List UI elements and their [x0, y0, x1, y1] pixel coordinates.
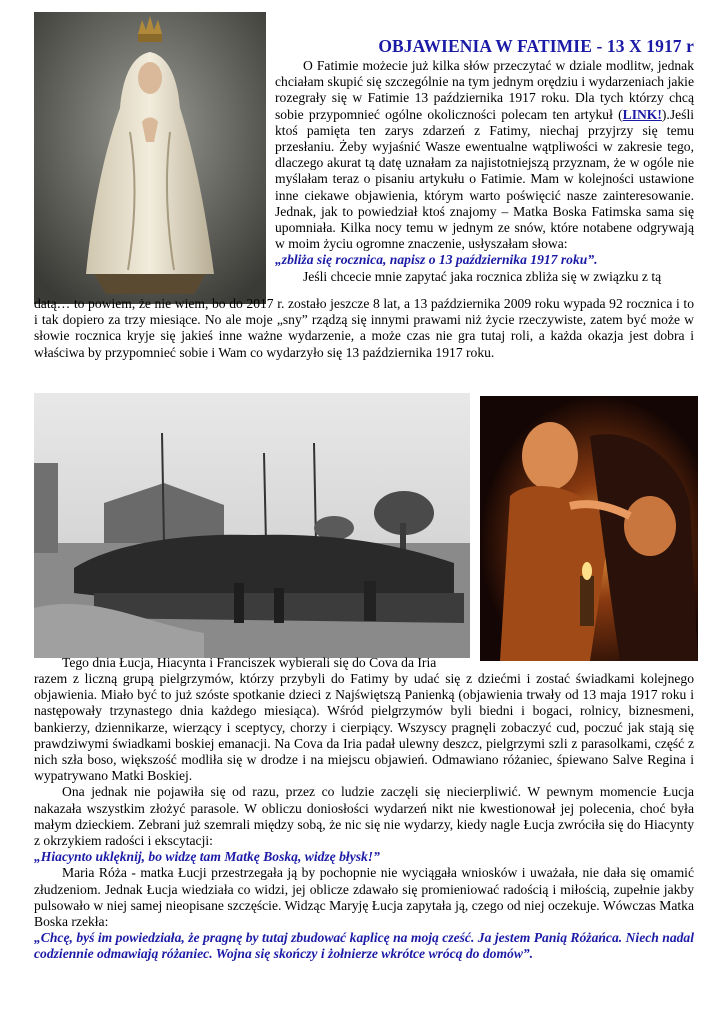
intro-paragraph — [275, 58, 694, 252]
article-link[interactable]: LINK! — [622, 106, 662, 122]
para2-text: datą… to powiem, że nie wiem, bo do 2017 r. zostało jeszcze 8 lat, a 13 października 2009 roku wypada 92 rocznica i to i tak dopiero za trzy miesiące. No ale moje „sny” rządzą się innymi prawami niż życie rzeczywiste, zatem być może w słowie rocznica kryje się jakieś inne ważne wydarzenie, a może czas nie gra tutaj roli, a każda okazja jest dobra i właściwa by przypomnieć sobie i Wam co wydarzyło się 13 października 1917 roku. — [34, 296, 694, 360]
quote-mary: „Chcę, byś im powiedziała, że pragnę by tutaj zbudować kaplicę na moją cześć. Ja jestem Panią Różańca. Niech nadal codziennie odmawiają różaniec. Wojna się skończy i żołnierze wkrótce wrócą do domów”. — [34, 930, 694, 962]
para3-first-line: Tego dnia Łucja, Hiacynta i Franciszek wybierali się do Cova da Iria — [62, 655, 437, 670]
para2-first-line: Jeśli chcecie mnie zapytać jaka rocznica zbliża się w związku z tą — [303, 268, 662, 284]
para4-text: Ona jednak nie pojawiła się od razu, przez co ludzie zaczęli się niecierpliwić. W pewnym momencie Łucja nakazała wszystkim złożyć parasole. W obliczu doniosłości wydarzeń nikt nie kwestionował jej polecenia, choć była małym dzieckiem. Zebrani już szemrali między sobą, że nic się nie wydarzy, kiedy nagle Łucja zwróciła się do Hiacynty z okrzykiem radości i ekscytacji: — [34, 784, 694, 849]
intro-text-after: ).Jeśli ktoś pamięta ten zarys zdarzeń z Fatimy, niechaj przyjrzy się temu przesłaniu. Żeby wyjaśnić Wasze ewentualne wątpliwości w zakresie tego, dlaczego akurat tą datę uznałam za najistotniejszą przyznam, że w ogóle nie myślałam teraz o pisaniu artykułu o Fatimie. Mam w kolejności ustawione inne ciekawe objawienia, którym warto poświęcić nasze zainteresowanie. Jednak, jak to powiedział ktoś znajomy – Matka Boska Fatimska sama się upomniała. Kilka nocy temu w jednym ze snów, które notabene odgrywają w moim życiu ogromne znaczenie, usłyszałam słowa: — [275, 106, 694, 252]
candlelit-painting — [480, 396, 698, 661]
para5-text: Maria Róża - matka Łucji przestrzegała ją by pochopnie nie wyciągała wniosków i uważała, nie dała się omamić złudzeniom. Jednak Łucja wiedziała co widzi, jej oblicze zdawało się promieniować radością i miłością, zupełnie jakby pulsowało w niej samej nieopisane szczęście. Widząc Maryję Łucja zapytała ją, czego od niej oczekuje. Wówczas Matka Boska rzekła: — [34, 865, 694, 930]
intro-text-before: O Fatimie możecie już kilka słów przeczytać w dziale modlitw, jednak chciałam skupić się szczególnie na tym jednym orędziu i wydarzeniach jakie rozegrały się w Fatimie 13 października 1917 roku. Dla tych którzy chcą sobie przypomnieć ogólne okoliczności polecam ten artykuł ( — [275, 58, 694, 122]
para3-text: razem z liczną grupą pielgrzymów, którzy przybyli do Fatimy by udać się z dziećmi i zostać świadkami kolejnego objawienia. Miało być to już szóste spotkanie dzieci z Najświętszą Panienką (objawienia trwały od 13 maja 1917 roku i następowały trzynastego dnia każdego miesiąca). Wśród pielgrzymów byli biedni i bogaci, rolnicy, biznesmeni, bankierzy, dziennikarze, wierzący i sceptycy, chorzy i cierpiący. Wszyscy pragnęli zobaczyć cud, poczuć jak stają się prawdziwymi świadkami boskiej emanacji. Na Cova da Iria padał ulewny deszcz, pielgrzymi szli z parasolkami, część z nich szła boso, większość modliła się w drodze i na miejscu objawień. Odmawiano różaniec, śpiewano Salve Regina i wypatrywano Matki Boskiej. — [34, 671, 694, 784]
dream-quote: „zbliża się rocznica, napisz o 13 października 1917 roku”. — [275, 252, 598, 268]
page-title: OBJAWIENIA W FATIMIE - 13 X 1917 r — [378, 36, 694, 56]
crowd-pilgrims-photo — [34, 393, 470, 658]
quote-hiacynta: „Hiacynto uklęknij, bo widzę tam Matkę Boską, widzę błysk!” — [34, 849, 380, 865]
madonna-statue-photo — [34, 12, 266, 304]
